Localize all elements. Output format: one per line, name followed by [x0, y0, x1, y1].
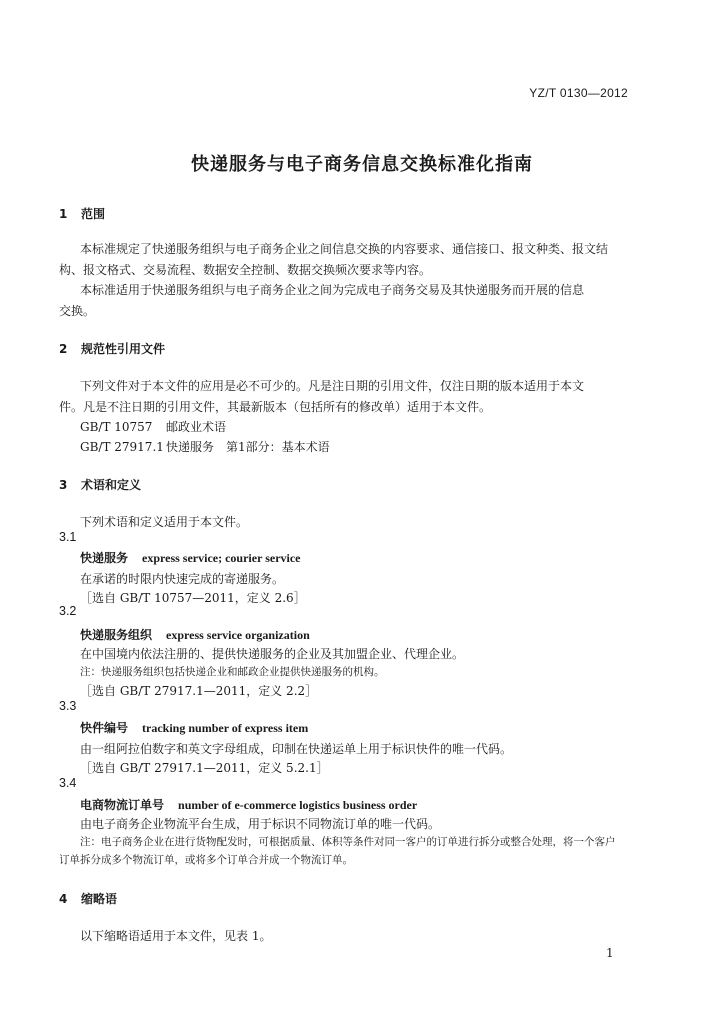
section-3-heading [59, 476, 141, 493]
section-title: 规范性引用文件 [81, 342, 166, 356]
reference-code: GB/T 27917.1 [80, 440, 164, 454]
term-en: express service organization [166, 628, 310, 642]
term-cn: 快件编号 [80, 721, 129, 735]
section-number: 3 [59, 478, 68, 492]
term-definition: 由电子商务企业物流平台生成，用于标识不同物流订单的唯一代码。 [80, 817, 441, 831]
section-number: 2 [59, 342, 68, 356]
term-number: 3.3 [59, 699, 77, 713]
section-number: 1 [59, 207, 68, 221]
term-source: ［选自 GB/T 27917.1—2011，定义 5.2.1］ [80, 761, 329, 775]
term-en: tracking number of express item [142, 721, 309, 735]
term-definition: 在中国境内依法注册的、提供快递服务的企业及其加盟企业、代理企业。 [80, 647, 465, 661]
term-source: ［选自 GB/T 10757—2011，定义 2.6］ [80, 591, 306, 605]
reference-code: GB/T 10757 [80, 420, 153, 434]
reference-item [80, 438, 330, 455]
term-definition: 由一组阿拉伯数字和英文字母组成，印制在快递运单上用于标识快件的唯一代码。 [80, 742, 513, 756]
document-title: 快递服务与电子商务信息交换标准化指南 [191, 154, 533, 175]
term-heading [80, 549, 301, 566]
page-number: 1 [606, 946, 614, 960]
term-en: number of e-commerce logistics business order [178, 798, 418, 812]
term-heading [80, 796, 417, 813]
term-en: express service; courier service [142, 551, 301, 565]
document-code: YZ/T 0130—2012 [529, 86, 628, 100]
paragraph-line: 本标准规定了快递服务组织与电子商务企业之间信息交换的内容要求、通信接口、报文种类、报文结 [80, 242, 609, 256]
term-definition: 在承诺的时限内快速完成的寄递服务。 [80, 572, 285, 586]
term-heading [80, 719, 308, 736]
section-1-heading [59, 205, 105, 222]
section-4-heading [59, 890, 117, 907]
paragraph-line: 下列术语和定义适用于本文件。 [80, 515, 249, 529]
term-note: 注：电子商务企业在进行货物配发时，可根据质量、体积等条件对同一客户的订单进行拆分或整合处理，将一个客户 [80, 836, 616, 848]
term-cn: 快递服务组织 [80, 628, 153, 642]
section-number: 4 [59, 892, 68, 906]
paragraph-line: 下列文件对于本文件的应用是必不可少的。凡是注日期的引用文件，仅注日期的版本适用于本文 [80, 379, 585, 393]
reference-name: 快递服务 第1部分：基本术语 [166, 440, 330, 454]
reference-item [80, 418, 226, 435]
paragraph-line: 以下缩略语适用于本文件，见表 1。 [80, 929, 272, 943]
reference-name: 邮政业术语 [166, 420, 227, 434]
term-number: 3.2 [59, 604, 77, 618]
section-2-heading [59, 340, 165, 357]
term-number: 3.4 [59, 776, 77, 790]
term-note: 注：快递服务组织包括快递企业和邮政企业提供快递服务的机构。 [80, 666, 385, 678]
paragraph-line: 交换。 [59, 304, 96, 318]
paragraph-line: 本标准适用于快递服务组织与电子商务企业之间为完成电子商务交易及其快递服务而开展的信息 [80, 283, 585, 297]
term-source: ［选自 GB/T 27917.1—2011，定义 2.2］ [80, 684, 318, 698]
paragraph-line: 件。凡是不注日期的引用文件，其最新版本（包括所有的修改单）适用于本文件。 [59, 400, 492, 414]
paragraph-line: 构、报文格式、交易流程、数据安全控制、数据交换频次要求等内容。 [59, 263, 432, 277]
term-cn: 电商物流订单号 [80, 798, 165, 812]
term-heading [80, 626, 310, 643]
term-cn: 快递服务 [80, 551, 129, 565]
section-title: 术语和定义 [81, 478, 142, 492]
section-title: 缩略语 [81, 892, 118, 906]
term-note: 订单拆分成多个物流订单，或将多个订单合并成一个物流订单。 [59, 854, 353, 866]
section-title: 范围 [81, 207, 106, 221]
term-number: 3.1 [59, 530, 77, 544]
